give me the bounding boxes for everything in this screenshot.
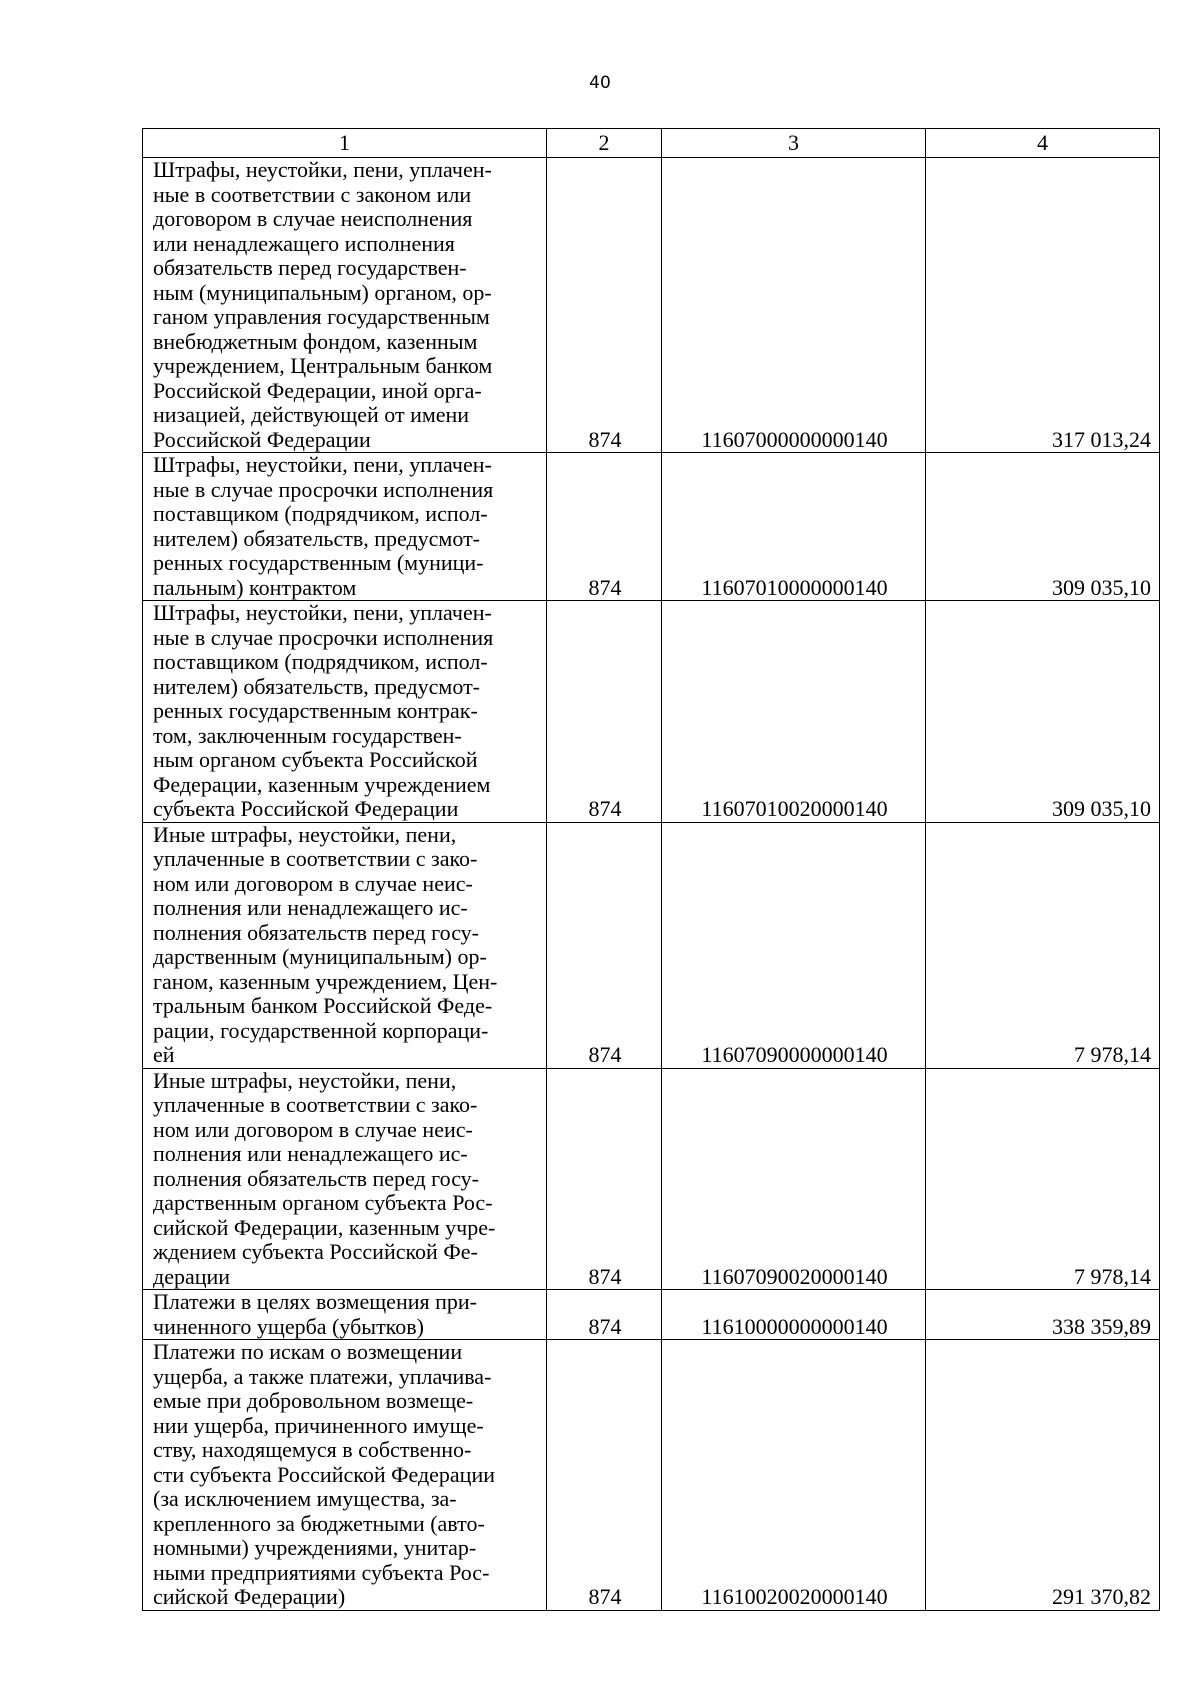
admin-code-cell: 874 [547,1068,662,1290]
revenue-name-cell: Платежи в целях возмещения при- чиненного ущерба (убытков) [143,1290,547,1340]
amount-cell: 291 370,82 [926,1340,1160,1611]
budget-code-cell: 11607090000000140 [662,822,926,1068]
table-row [143,1340,1160,1611]
budget-code-cell: 11610000000000140 [662,1290,926,1340]
amount-cell: 338 359,89 [926,1290,1160,1340]
revenue-name-cell: Штрафы, неустойки, пени, уплачен- ные в случае просрочки исполнения поставщиком (подрядчиком, испол- нителем) обязательств, предусмот- ренных государственным контрак- том, заключенным государствен- ным органом субъекта Российской Федерации, казенным учреждением субъекта Российской Федерации [143,601,547,823]
budget-code-cell: 11610020020000140 [662,1340,926,1611]
admin-code-cell: 874 [547,601,662,823]
column-header-3: 3 [662,129,926,158]
budget-code-cell: 11607010000000140 [662,453,926,601]
revenue-name-cell: Штрафы, неустойки, пени, уплачен- ные в случае просрочки исполнения поставщиком (подрядчиком, испол- нителем) обязательств, предусмот- ренных государственным (муници- пальным) контрактом [143,453,547,601]
table-row [143,453,1160,601]
amount-cell: 317 013,24 [926,158,1160,453]
revenue-table [142,128,1160,1611]
column-header-2: 2 [547,129,662,158]
budget-code-cell: 11607010020000140 [662,601,926,823]
page-number: 40 [589,73,611,93]
column-number-row [143,129,1160,158]
table-row [143,1290,1160,1340]
revenue-name-cell: Платежи по искам о возмещении ущерба, а также платежи, уплачива- емые при добровольном возмеще- нии ущерба, причиненного имуще- ству, находящемуся в собственно- сти субъекта Российской Федерации (за исключением имущества, за- крепленного за бюджетными (авто- номными) учреждениями, унитар- ными предприятиями субъекта Рос- сийской Федерации) [143,1340,547,1611]
amount-cell: 309 035,10 [926,601,1160,823]
revenue-name-cell: Штрафы, неустойки, пени, уплачен- ные в соответствии с законом или договором в случае неисполнения или ненадлежащего исполнения обязательств перед государствен- ным (муниципальным) органом, ор- ганом управления государственным внебюджетным фондом, казенным учреждением, Центральным банком Российской Федерации, иной орга- низацией, действующей от имени Российской Федерации [143,158,547,453]
table-row [143,1068,1160,1290]
amount-cell: 7 978,14 [926,1068,1160,1290]
admin-code-cell: 874 [547,1290,662,1340]
table-row [143,822,1160,1068]
revenue-name-cell: Иные штрафы, неустойки, пени, уплаченные в соответствии с зако- ном или договором в случае неис- полнения или ненадлежащего ис- полнения обязательств перед госу- дарственным (муниципальным) ор- ганом, казенным учреждением, Цен- тральным банком Российской Феде- рации, государственной корпораци- ей [143,822,547,1068]
amount-cell: 7 978,14 [926,822,1160,1068]
revenue-name-cell: Иные штрафы, неустойки, пени, уплаченные в соответствии с зако- ном или договором в случае неис- полнения или ненадлежащего ис- полнения обязательств перед госу- дарственным органом субъекта Рос- сийской Федерации, казенным учре- ждением субъекта Российской Фе- дерации [143,1068,547,1290]
admin-code-cell: 874 [547,158,662,453]
admin-code-cell: 874 [547,822,662,1068]
amount-cell: 309 035,10 [926,453,1160,601]
budget-code-cell: 11607090020000140 [662,1068,926,1290]
column-header-1: 1 [143,129,547,158]
table-row [143,601,1160,823]
budget-code-cell: 11607000000000140 [662,158,926,453]
table-row [143,158,1160,453]
column-header-4: 4 [926,129,1160,158]
admin-code-cell: 874 [547,453,662,601]
admin-code-cell: 874 [547,1340,662,1611]
